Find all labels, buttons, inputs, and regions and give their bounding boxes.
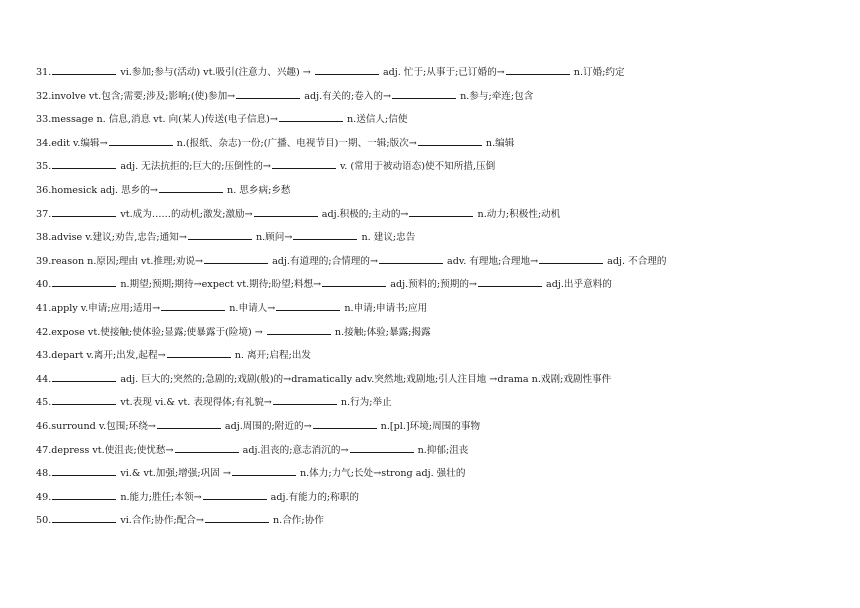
line-text: n.动力;积极性;动机 [474, 208, 561, 220]
fill-in-blank[interactable] [272, 159, 336, 169]
fill-in-blank[interactable] [506, 65, 570, 75]
line-text: adj. 不合理的 [604, 255, 667, 267]
fill-in-blank[interactable] [276, 301, 340, 311]
line-text: n.抑郁;沮丧 [414, 444, 469, 456]
fill-in-blank[interactable] [267, 325, 331, 335]
line-text: n. 建议;忠告 [358, 232, 416, 244]
fill-in-blank[interactable] [478, 277, 542, 287]
fill-in-blank[interactable] [313, 419, 377, 429]
vocab-line [36, 135, 836, 159]
line-text: 35. [36, 161, 52, 173]
fill-in-blank[interactable] [409, 207, 473, 217]
line-text: n.申请人→ [226, 302, 276, 314]
line-text: adv. 有理地;合理地→ [444, 255, 539, 267]
line-text: 34.edit v.编辑→ [36, 137, 108, 149]
vocab-line [36, 512, 836, 536]
fill-in-blank[interactable] [188, 230, 252, 240]
line-text: adj.有能力的;称职的 [267, 491, 359, 503]
vocab-line [36, 394, 836, 418]
vocab-line [36, 229, 836, 253]
line-text: n.行为;举止 [337, 397, 392, 409]
line-text: vt.表现 vi.& vt. 表现得体;有礼貌→ [117, 397, 272, 409]
fill-in-blank[interactable] [236, 89, 300, 99]
fill-in-blank[interactable] [254, 207, 318, 217]
fill-in-blank[interactable] [167, 348, 231, 358]
line-text: 48. [36, 468, 52, 480]
fill-in-blank[interactable] [203, 490, 267, 500]
vocab-line [36, 489, 836, 513]
line-text: 46.surround v.包围;环绕→ [36, 420, 156, 432]
fill-in-blank[interactable] [52, 466, 116, 476]
vocab-line [36, 465, 836, 489]
line-text: adj.沮丧的;意志消沉的→ [239, 444, 349, 456]
line-text: 43.depart v.离开;出发,起程→ [36, 350, 166, 362]
line-text: 50. [36, 515, 52, 527]
fill-in-blank[interactable] [52, 65, 116, 75]
fill-in-blank[interactable] [109, 136, 173, 146]
fill-in-blank[interactable] [52, 159, 116, 169]
fill-in-blank[interactable] [204, 254, 268, 264]
line-text: 38.advise v.建议;劝告,忠告;通知→ [36, 232, 187, 244]
vocab-line [36, 324, 836, 348]
line-text: adj.出乎意料的 [542, 279, 612, 291]
vocab-line [36, 158, 836, 182]
vocab-line [36, 442, 836, 466]
fill-in-blank[interactable] [52, 513, 116, 523]
line-text: vi.合作;协作;配合→ [117, 515, 204, 527]
line-text: n.编辑 [482, 137, 515, 149]
line-text: n.送信人;信使 [343, 114, 408, 126]
vocab-line [36, 88, 836, 112]
line-text: n.接触;体验;暴露;揭露 [331, 326, 431, 338]
line-text: n. 思乡病;乡愁 [223, 184, 291, 196]
line-text: n.期望;预期;期待→expect vt.期待;盼望;料想→ [117, 279, 322, 291]
line-text: vi.& vt.加强;增强;巩固 → [117, 468, 231, 480]
fill-in-blank[interactable] [161, 301, 225, 311]
line-text: 44. [36, 373, 52, 385]
line-text: 31. [36, 67, 52, 78]
line-text: n.顾问→ [252, 232, 293, 244]
vocab-line [36, 276, 836, 300]
line-text: 49. [36, 491, 52, 503]
line-text: 33.message n. 信息,消息 vt. 向(某人)传送(电子信息)→ [36, 114, 278, 126]
line-text: vt.成为……的动机;激发;激励→ [117, 208, 253, 220]
line-text: n.参与;牵连;包含 [457, 90, 534, 102]
vocab-line [36, 371, 836, 395]
line-text: n.申请;申请书;应用 [341, 302, 428, 314]
vocab-line [36, 111, 836, 135]
fill-in-blank[interactable] [232, 466, 296, 476]
vocab-line [36, 347, 836, 371]
line-text: v. (常用于被动语态)使不知所措,压倒 [336, 161, 496, 173]
line-text: 47.depress vt.使沮丧;使忧愁→ [36, 444, 174, 456]
vocab-line [36, 418, 836, 442]
vocab-line [36, 64, 836, 88]
line-text: n.(报纸、杂志)一份;(广播、电视节目)一期、一辑;版次→ [173, 137, 417, 149]
line-text: n.订婚;约定 [570, 67, 625, 78]
fill-in-blank[interactable] [392, 89, 456, 99]
fill-in-blank[interactable] [539, 254, 603, 264]
line-text: n. 离开;启程;出发 [231, 350, 312, 362]
vocab-line [36, 182, 836, 206]
line-text: 45. [36, 397, 52, 409]
line-text: adj. 无法抗拒的;巨大的;压倒性的→ [117, 161, 271, 173]
fill-in-blank[interactable] [175, 443, 239, 453]
fill-in-blank[interactable] [205, 513, 269, 523]
line-text: n.体力;力气;长处→strong adj. 强壮的 [296, 468, 466, 480]
vocabulary-list [36, 64, 836, 536]
line-text: n.能力;胜任;本领→ [117, 491, 202, 503]
line-text: 40. [36, 279, 52, 291]
line-text: adj.有关的;卷入的→ [301, 90, 392, 102]
line-text: adj.预料的;预期的→ [387, 279, 477, 291]
line-text: 32.involve vt.包含;需要;涉及;影响;(使)参加→ [36, 90, 236, 102]
fill-in-blank[interactable] [159, 183, 223, 193]
fill-in-blank[interactable] [315, 65, 379, 75]
line-text: 41.apply v.申请;应用;适用→ [36, 302, 161, 314]
fill-in-blank[interactable] [293, 230, 357, 240]
line-text: adj.有道理的;合情理的→ [269, 255, 378, 267]
fill-in-blank[interactable] [52, 490, 116, 500]
fill-in-blank[interactable] [418, 136, 482, 146]
line-text: 37. [36, 208, 52, 220]
vocab-line [36, 300, 836, 324]
line-text: adj.积极的;主动的→ [318, 208, 409, 220]
fill-in-blank[interactable] [52, 277, 116, 287]
line-text: adj. 忙于;从事于;已订婚的→ [379, 67, 505, 78]
fill-in-blank[interactable] [322, 277, 386, 287]
fill-in-blank[interactable] [279, 112, 343, 122]
line-text: vi.参加;参与(活动) vt.吸引(注意力、兴趣) → [117, 67, 314, 78]
vocab-line [36, 253, 836, 277]
line-text: n.合作;协作 [269, 515, 324, 527]
line-text: adj. 巨大的;突然的;急剧的;戏剧(般)的→dramatically adv.突然地;戏剧地;引人注目地 →drama n.戏剧;戏剧性事件 [117, 373, 612, 385]
fill-in-blank[interactable] [52, 372, 116, 382]
fill-in-blank[interactable] [52, 395, 116, 405]
fill-in-blank[interactable] [350, 443, 414, 453]
line-text: n.[pl.]环境;周围的事物 [377, 420, 481, 432]
fill-in-blank[interactable] [52, 207, 116, 217]
line-text: 42.expose vt.使接触;使体验;显露;使暴露于(险境) → [36, 326, 266, 338]
line-text: adj.周围的;附近的→ [221, 420, 312, 432]
fill-in-blank[interactable] [157, 419, 221, 429]
line-text: 39.reason n.原因;理由 vt.推理;劝说→ [36, 255, 204, 267]
line-text: 36.homesick adj. 思乡的→ [36, 184, 158, 196]
fill-in-blank[interactable] [273, 395, 337, 405]
vocab-line [36, 206, 836, 230]
fill-in-blank[interactable] [379, 254, 443, 264]
